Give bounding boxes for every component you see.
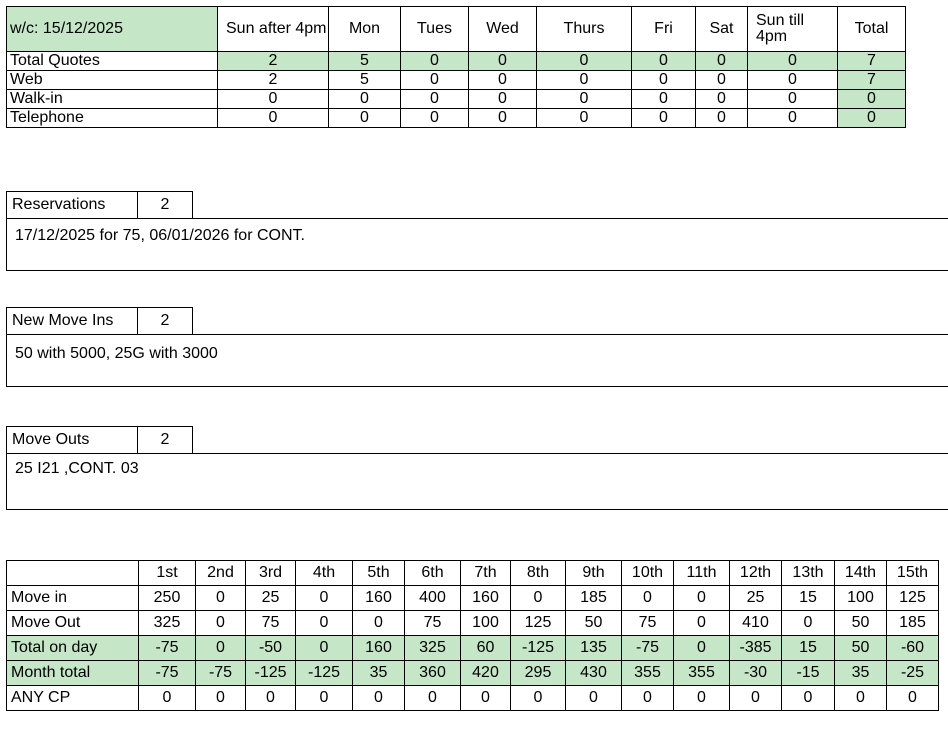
weekly-cell: 0 — [632, 52, 696, 71]
weekly-cell: 0 — [469, 109, 537, 128]
monthly-cell: 50 — [566, 611, 622, 636]
monthly-row-move-out — [7, 611, 939, 636]
monthly-day-header: 5th — [353, 561, 405, 586]
monthly-cell: 430 — [566, 661, 622, 686]
col-wed: Wed — [469, 7, 537, 52]
monthly-cell: 400 — [405, 586, 461, 611]
monthly-cell: 420 — [461, 661, 511, 686]
weekly-cell: 0 — [218, 90, 329, 109]
move-ins-label: New Move Ins — [7, 308, 138, 335]
monthly-cell: 50 — [835, 611, 887, 636]
monthly-day-header: 9th — [566, 561, 622, 586]
monthly-cell: 0 — [296, 686, 353, 711]
monthly-movement-table — [6, 560, 939, 711]
weekly-cell: 5 — [329, 52, 401, 71]
reservations-notes: 17/12/2025 for 75, 06/01/2026 for CONT. — [6, 218, 948, 271]
monthly-cell: 160 — [353, 586, 405, 611]
move-ins-count: 2 — [138, 308, 193, 335]
monthly-cell: 0 — [674, 686, 730, 711]
monthly-cell: 0 — [622, 686, 674, 711]
reservations-count-box — [6, 191, 193, 219]
weekly-cell: 2 — [218, 52, 329, 71]
weekly-cell: 0 — [401, 90, 469, 109]
weekly-cell: 0 — [696, 71, 748, 90]
col-sun-after: Sun after 4pm — [218, 7, 329, 52]
move-ins-count-box — [6, 307, 193, 335]
monthly-cell: 0 — [353, 686, 405, 711]
weekly-row-total-quotes — [7, 52, 906, 71]
monthly-day-header: 15th — [887, 561, 939, 586]
monthly-cell: 295 — [511, 661, 566, 686]
monthly-cell: 355 — [622, 661, 674, 686]
monthly-cell: 325 — [405, 636, 461, 661]
monthly-cell: 35 — [353, 661, 405, 686]
monthly-row-label: ANY CP — [7, 686, 139, 711]
monthly-row-label: Move Out — [7, 611, 139, 636]
monthly-cell: 15 — [782, 636, 835, 661]
weekly-cell: 0 — [537, 90, 632, 109]
monthly-cell: 0 — [196, 686, 246, 711]
weekly-quotes-table — [6, 6, 906, 128]
monthly-cell: -50 — [246, 636, 296, 661]
monthly-cell: 50 — [835, 636, 887, 661]
monthly-day-header: 3rd — [246, 561, 296, 586]
move-outs-count: 2 — [138, 427, 193, 454]
weekly-cell: 0 — [632, 109, 696, 128]
monthly-cell: -60 — [887, 636, 939, 661]
monthly-cell: 0 — [511, 586, 566, 611]
weekly-cell: 0 — [329, 109, 401, 128]
monthly-cell: -125 — [246, 661, 296, 686]
weekly-cell: 0 — [401, 52, 469, 71]
weekly-cell: 0 — [632, 71, 696, 90]
weekly-cell: 0 — [329, 90, 401, 109]
weekly-cell: 0 — [696, 52, 748, 71]
weekly-cell: 0 — [748, 71, 838, 90]
monthly-cell: 0 — [566, 686, 622, 711]
monthly-day-header: 7th — [461, 561, 511, 586]
weekly-cell: 5 — [329, 71, 401, 90]
monthly-cell: -125 — [511, 636, 566, 661]
monthly-corner-cell — [7, 561, 139, 586]
weekly-cell: 0 — [696, 109, 748, 128]
monthly-cell: 0 — [296, 586, 353, 611]
monthly-cell: 185 — [887, 611, 939, 636]
monthly-cell: 185 — [566, 586, 622, 611]
move-outs-notes: 25 I21 ,CONT. 03 — [6, 453, 948, 510]
monthly-cell: -30 — [730, 661, 782, 686]
monthly-day-header: 10th — [622, 561, 674, 586]
monthly-cell: 25 — [730, 586, 782, 611]
col-mon: Mon — [329, 7, 401, 52]
monthly-cell: 125 — [887, 586, 939, 611]
monthly-day-header: 13th — [782, 561, 835, 586]
monthly-cell: 0 — [296, 636, 353, 661]
weekly-header-row — [7, 7, 906, 52]
monthly-cell: 100 — [461, 611, 511, 636]
move-outs-count-box — [6, 426, 193, 454]
reservations-label: Reservations — [7, 192, 138, 219]
monthly-cell: -125 — [296, 661, 353, 686]
monthly-cell: 75 — [246, 611, 296, 636]
monthly-cell: 355 — [674, 661, 730, 686]
weekly-cell: 0 — [696, 90, 748, 109]
weekly-cell: 0 — [469, 71, 537, 90]
monthly-cell: 100 — [835, 586, 887, 611]
monthly-row-move-in — [7, 586, 939, 611]
monthly-cell: 0 — [139, 686, 196, 711]
weekly-row-label: Walk-in — [7, 90, 218, 109]
weekly-cell: 2 — [218, 71, 329, 90]
monthly-header-row — [7, 561, 939, 586]
monthly-row-label: Month total — [7, 661, 139, 686]
weekly-cell: 0 — [469, 90, 537, 109]
weekly-row-walk-in — [7, 90, 906, 109]
monthly-cell: -75 — [139, 636, 196, 661]
weekly-cell: 0 — [537, 109, 632, 128]
col-total: Total — [838, 7, 906, 52]
monthly-cell: 160 — [461, 586, 511, 611]
weekly-row-label: Telephone — [7, 109, 218, 128]
weekly-row-label: Total Quotes — [7, 52, 218, 71]
monthly-cell: 0 — [730, 686, 782, 711]
monthly-cell: 75 — [405, 611, 461, 636]
monthly-cell: 0 — [405, 686, 461, 711]
monthly-cell: 325 — [139, 611, 196, 636]
monthly-cell: 15 — [782, 586, 835, 611]
weekly-cell: 0 — [537, 71, 632, 90]
weekly-cell: 0 — [748, 90, 838, 109]
monthly-cell: -385 — [730, 636, 782, 661]
weekly-cell: 0 — [469, 52, 537, 71]
col-fri: Fri — [632, 7, 696, 52]
weekly-cell: 0 — [748, 52, 838, 71]
monthly-cell: -75 — [622, 636, 674, 661]
monthly-cell: 0 — [196, 586, 246, 611]
weekly-cell: 0 — [838, 90, 906, 109]
monthly-row-any-cp — [7, 686, 939, 711]
weekly-row-telephone — [7, 109, 906, 128]
monthly-cell: 0 — [674, 636, 730, 661]
reservations-count: 2 — [138, 192, 193, 219]
monthly-day-header: 1st — [139, 561, 196, 586]
weekly-cell: 0 — [748, 109, 838, 128]
monthly-cell: 250 — [139, 586, 196, 611]
monthly-cell: 135 — [566, 636, 622, 661]
monthly-cell: 0 — [353, 611, 405, 636]
move-outs-label: Move Outs — [7, 427, 138, 454]
monthly-day-header: 12th — [730, 561, 782, 586]
monthly-cell: 160 — [353, 636, 405, 661]
monthly-cell: -75 — [196, 661, 246, 686]
monthly-cell: 0 — [196, 636, 246, 661]
monthly-day-header: 2nd — [196, 561, 246, 586]
monthly-cell: 35 — [835, 661, 887, 686]
monthly-cell: 0 — [296, 611, 353, 636]
monthly-row-label: Move in — [7, 586, 139, 611]
monthly-cell: -15 — [782, 661, 835, 686]
monthly-day-header: 6th — [405, 561, 461, 586]
weekly-cell: 0 — [218, 109, 329, 128]
weekly-cell: 7 — [838, 52, 906, 71]
monthly-day-header: 8th — [511, 561, 566, 586]
monthly-cell: 360 — [405, 661, 461, 686]
monthly-day-header: 14th — [835, 561, 887, 586]
monthly-cell: 0 — [835, 686, 887, 711]
weekly-cell: 0 — [401, 71, 469, 90]
weekly-cell: 0 — [838, 109, 906, 128]
monthly-cell: -25 — [887, 661, 939, 686]
monthly-day-header: 4th — [296, 561, 353, 586]
monthly-cell: 0 — [511, 686, 566, 711]
col-sat: Sat — [696, 7, 748, 52]
weekly-cell: 7 — [838, 71, 906, 90]
monthly-cell: 410 — [730, 611, 782, 636]
monthly-cell: 0 — [461, 686, 511, 711]
monthly-cell: -75 — [139, 661, 196, 686]
move-ins-notes: 50 with 5000, 25G with 3000 — [6, 334, 948, 387]
weekly-cell: 0 — [537, 52, 632, 71]
monthly-cell: 0 — [196, 611, 246, 636]
monthly-cell: 25 — [246, 586, 296, 611]
weekly-row-label: Web — [7, 71, 218, 90]
week-commencing-label: w/c: 15/12/2025 — [7, 7, 218, 52]
monthly-cell: 0 — [674, 611, 730, 636]
monthly-cell: 0 — [622, 586, 674, 611]
monthly-cell: 0 — [782, 611, 835, 636]
monthly-cell: 125 — [511, 611, 566, 636]
monthly-cell: 75 — [622, 611, 674, 636]
col-sun-till: Sun till 4pm — [748, 7, 838, 52]
monthly-cell: 0 — [246, 686, 296, 711]
col-tues: Tues — [401, 7, 469, 52]
weekly-cell: 0 — [632, 90, 696, 109]
weekly-cell: 0 — [401, 109, 469, 128]
monthly-row-month-total — [7, 661, 939, 686]
weekly-row-web — [7, 71, 906, 90]
col-thurs: Thurs — [537, 7, 632, 52]
monthly-cell: 0 — [674, 586, 730, 611]
monthly-row-label: Total on day — [7, 636, 139, 661]
monthly-cell: 0 — [887, 686, 939, 711]
monthly-day-header: 11th — [674, 561, 730, 586]
monthly-row-total-on-day — [7, 636, 939, 661]
monthly-cell: 60 — [461, 636, 511, 661]
monthly-cell: 0 — [782, 686, 835, 711]
